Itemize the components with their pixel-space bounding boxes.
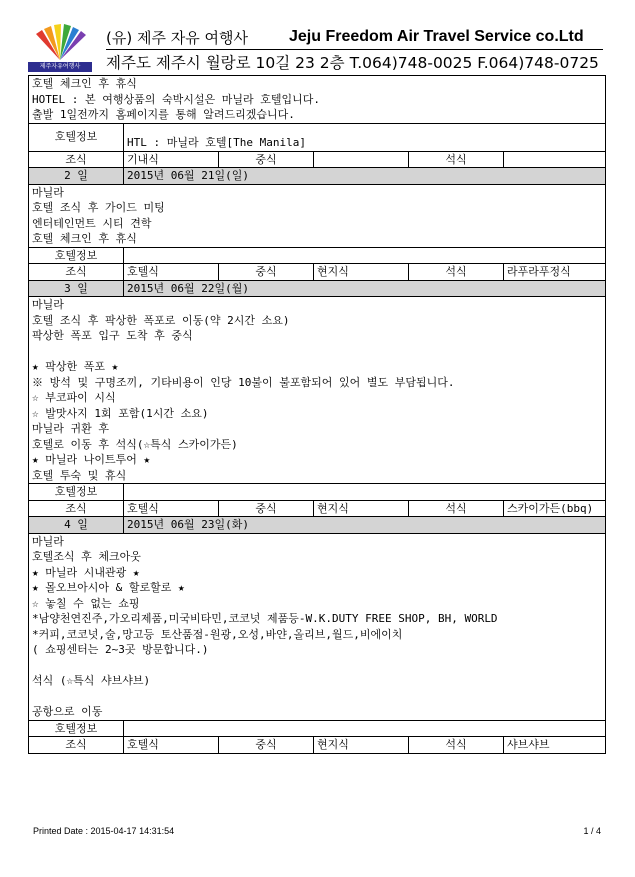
day-description: 마닐라 호텔 조식 후 팍상한 폭포로 이동(약 2시간 소요) 팍상한 폭포 입구 도착 후 중식 ★ 팍상한 폭포 ★ ※ 방석 및 구명조끼, 기타비용이 인당 10불이 불포함되어 있어 별도 부담됩니다. ☆ 부코파이 시식 ☆ 발맛사지 1회 포함(1시간 소요) 마닐라 귀환 후 호텔로 이동 후 석식(☆특식 스카이가든) ★ 마닐라 나이트투어 ★ 호텔 투숙 및 휴식 <box>29 297 606 484</box>
day1-description: 호텔 체크인 후 휴식 HOTEL : 본 여행상품의 숙박시설은 마닐라 호텔입니다. 출발 1일전까지 홈페이지를 통해 알려드리겠습니다. <box>29 76 606 124</box>
meal-cell: 조식 <box>29 500 124 517</box>
hotel-info-label: 호텔정보 <box>29 247 124 264</box>
day-number: 4 일 <box>29 517 124 534</box>
day-number: 2 일 <box>29 168 124 185</box>
day-date: 2015년 06월 22일(월) <box>124 280 606 297</box>
header-divider <box>106 49 603 50</box>
meal-cell: 호텔식 <box>124 500 219 517</box>
meal-cell <box>314 151 409 168</box>
meal-row <box>29 737 606 754</box>
page-header <box>28 24 603 74</box>
meal-row <box>29 151 606 168</box>
meal-cell: 스카이가든(bbq) <box>504 500 606 517</box>
meal-cell: 중식 <box>219 737 314 754</box>
company-name-korean: (유) 제주 자유 여행사 <box>106 29 248 47</box>
meal-cell: 현지식 <box>314 264 409 281</box>
company-address: 제주도 제주시 월랑로 10길 23 2층 T.064)748-0025 F.064)748-0725 <box>106 54 599 72</box>
hotel-info-value <box>124 720 606 737</box>
meal-cell: 현지식 <box>314 737 409 754</box>
meal-cell: 조식 <box>29 737 124 754</box>
meal-row <box>29 264 606 281</box>
day-number: 3 일 <box>29 280 124 297</box>
meal-cell: 중식 <box>219 500 314 517</box>
company-name-english: Jeju Freedom Air Travel Service co.Ltd <box>289 28 584 45</box>
day-description: 마닐라 호텔조식 후 체크아웃 ★ 마닐라 시내관광 ★ ★ 몰오브아시아 & 할로할로 ★ ☆ 놓칠 수 없는 쇼핑 *남양천연진주,가오리제품,미국비타민,코코넛 제품등-W.K.DUTY FREE SHOP, BH, WORLD *커피,코코넛,술,망고등 토산품점-원광,오성,바얀,올리브,월드,비에이치 ( 쇼핑센터는 2~3곳 방문합니다.) 석식 (☆특식 샤브샤브) 공항으로 이동 <box>29 533 606 720</box>
meal-cell: 조식 <box>29 264 124 281</box>
meal-cell: 샤브샤브 <box>504 737 606 754</box>
hotel-info-label: 호텔정보 <box>29 720 124 737</box>
printed-date: Printed Date : 2015-04-17 14:31:54 <box>33 826 175 836</box>
meal-cell: 조식 <box>29 151 124 168</box>
meal-cell: 중식 <box>219 264 314 281</box>
hotel-info-label: 호텔정보 <box>29 484 124 501</box>
page-footer <box>33 826 601 836</box>
meal-cell <box>504 151 606 168</box>
day-description: 마닐라 호텔 조식 후 가이드 미팅 엔터테인먼트 시티 견학 호텔 체크인 후 휴식 <box>29 184 606 247</box>
hotel-info-value: HTL : 마닐라 호텔[The Manila] <box>124 123 606 151</box>
company-title <box>106 27 584 48</box>
meal-cell: 현지식 <box>314 500 409 517</box>
meal-cell: 기내식 <box>124 151 219 168</box>
meal-cell: 중식 <box>219 151 314 168</box>
meal-cell: 석식 <box>409 737 504 754</box>
meal-row <box>29 500 606 517</box>
day-header <box>29 280 606 297</box>
company-logo <box>28 24 92 72</box>
hotel-info-value <box>124 484 606 501</box>
day-header <box>29 168 606 185</box>
meal-cell: 석식 <box>409 264 504 281</box>
hotel-info-value <box>124 247 606 264</box>
meal-cell: 호텔식 <box>124 737 219 754</box>
hotel-info-label: 호텔정보 <box>29 123 124 151</box>
meal-cell: 호텔식 <box>124 264 219 281</box>
page-number: 1 / 4 <box>583 826 601 836</box>
meal-cell: 라푸라푸정식 <box>504 264 606 281</box>
meal-cell: 석식 <box>409 151 504 168</box>
day-header <box>29 517 606 534</box>
meal-cell: 석식 <box>409 500 504 517</box>
day-date: 2015년 06월 21일(일) <box>124 168 606 185</box>
itinerary-table <box>28 75 606 754</box>
logo-fan-icon <box>28 24 92 64</box>
logo-caption: 제주자유여행사 <box>28 62 92 72</box>
day-date: 2015년 06월 23일(화) <box>124 517 606 534</box>
